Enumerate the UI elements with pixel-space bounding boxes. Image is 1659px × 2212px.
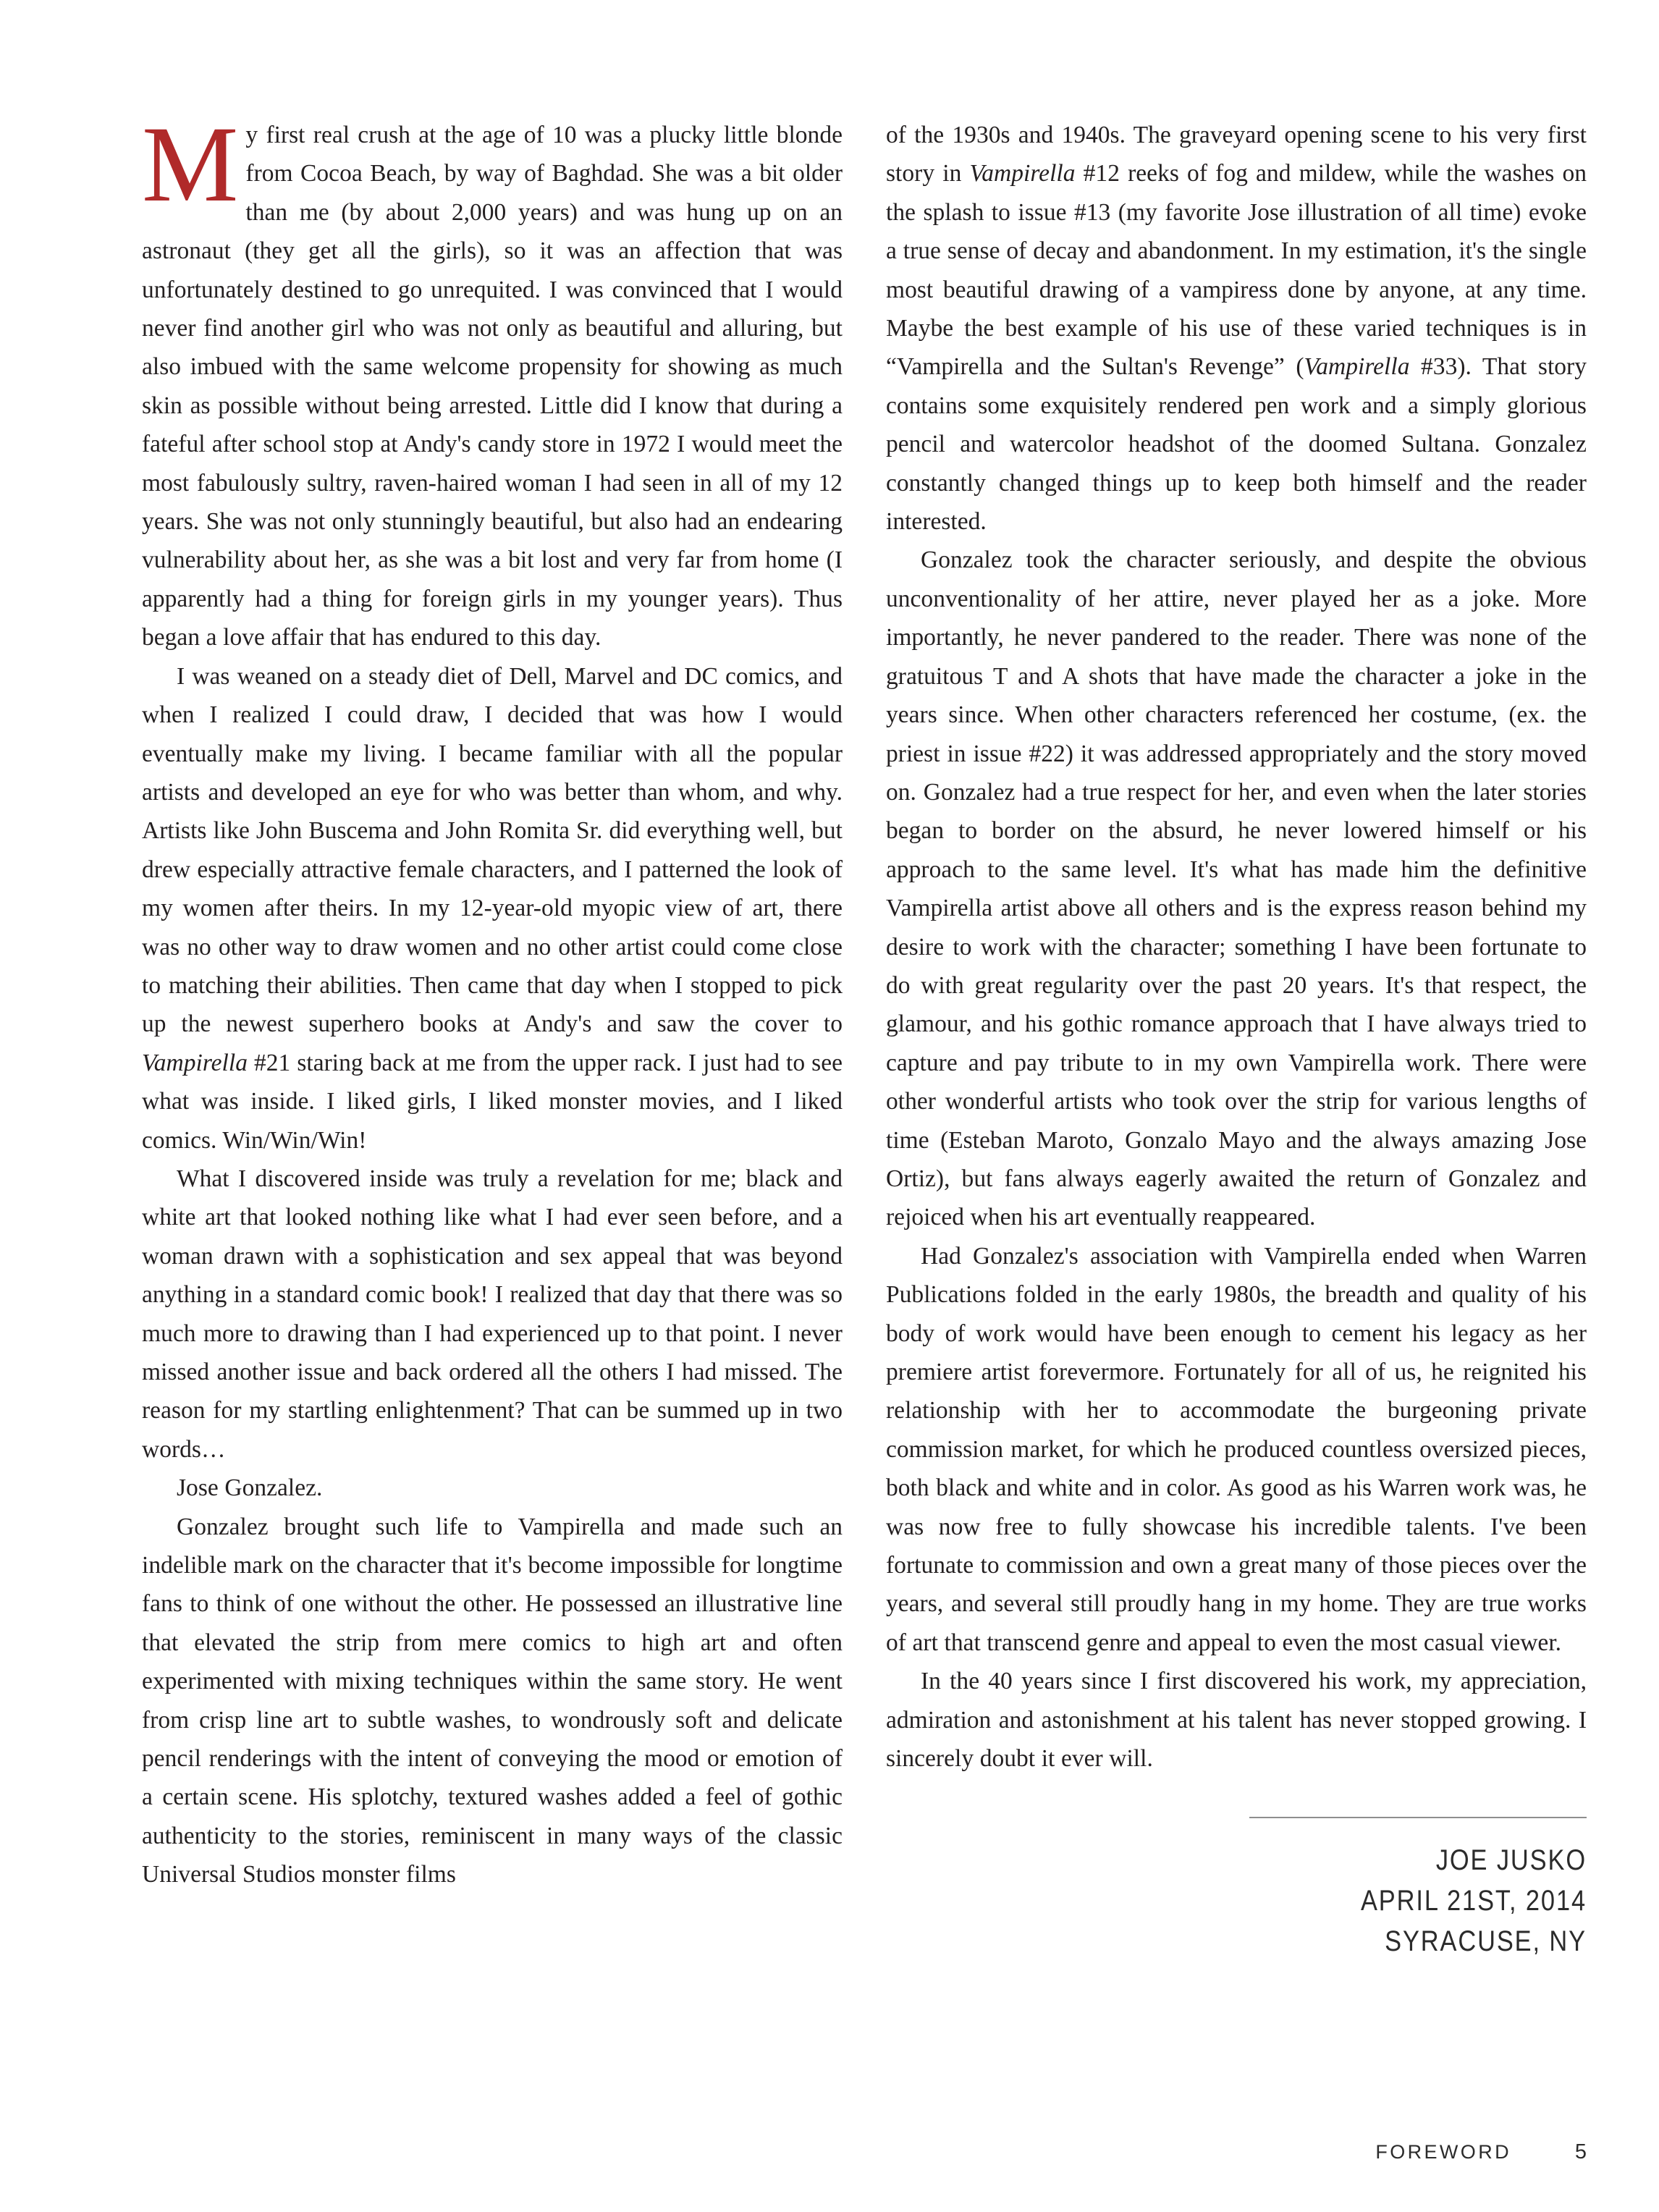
signature-divider-rule <box>1249 1817 1587 1818</box>
paragraph-text-part-2: #21 staring back at me from the upper rack. I just had to see what was inside. I liked girls, I liked monster movies, and I liked comics. Win/Win/Win! <box>142 1049 843 1154</box>
signature-date: APRIL 21ST, 2014 <box>1360 1885 1587 1917</box>
paragraph-forty-years: In the 40 years since I first discovered his work, my appreciation, admiration and astonishment at his talent has never stopped growing. I sincerely doubt it ever will. <box>886 1668 1587 1773</box>
paragraph-graveyard-continued <box>886 116 1587 541</box>
signature-location: SYRACUSE, NY <box>1385 1925 1587 1958</box>
paragraph-warren-publications: Had Gonzalez's association with Vampirella ended when Warren Publications folded in the early 1980s, the breadth and quality of his body of work would have been enough to cement his legacy as her premiere artist forevermore. Fortunately for all of us, he reignited his relationship with her to accommodate the burgeoning private commission market, for which he produced countless oversized pieces, both black and white and in color. As good as his Warren work was, he was now free to fully showcase his incredible talents. I've been fortunate to commission and own a great many of those pieces over the years, and several still proudly hang in my home. They are true works of art that transcend genre and appeal to even the most casual viewer. <box>886 1242 1587 1656</box>
column-left <box>142 104 843 1894</box>
column-right <box>886 116 1587 1962</box>
paragraph-text-seg-3: #33). That story contains some exquisitely rendered pen work and a simply glorious pencil and watercolor headshot of the doomed Sultana. Gonzalez constantly changed things up to keep both himself and the reader interested. <box>886 353 1587 536</box>
paragraph-weaned-on-comics <box>142 657 843 1160</box>
drop-cap-letter: M <box>142 104 239 224</box>
footer-section-label: FOREWORD <box>1375 2140 1511 2163</box>
page-footer <box>142 2135 1587 2169</box>
paragraph-text-seg-2: #12 reeks of fog and mildew, while the washes on the splash to issue #13 (my favorite Jose illustration of all time) evoke a true sense of decay and abandonment. In my estimation, it's the single most beautiful drawing of a vampiress done by anyone, at any time. Maybe the best example of his use of these varied techniques is in “Vampirella and the Sultan's Revenge” ( <box>886 160 1587 381</box>
title-vampirella-italic-33: Vampirella <box>1304 353 1410 381</box>
paragraph-took-character-seriously: Gonzalez took the character seriously, and despite the obvious unconventionality of her attire, never played her as a joke. More importantly, he never pandered to the reader. There was none of the gratuitous T and A shots that have made the character a joke in the years since. When other characters referenced her costume, (ex. the priest in issue #22) it was addressed appropriately and the story moved on. Gonzalez had a true respect for her, and even when the later stories began to border on the absurd, he never lowered himself or his approach to the same level. It's what has made him the definitive Vampirella artist above all others and is the express reason behind my desire to work with the character; something I have been fortunate to do with great regularity over the past 20 years. It's that respect, the glamour, and his gothic romance approach that I have always tried to capture and pay tribute to in my own Vampirella work. There were other wonderful artists who took over the strip for various lengths of time (Esteban Maroto, Gonzalo Mayo and the always amazing Jose Ortiz), but fans always eagerly awaited the return of Gonzalez and rejoiced when his art eventually reappeared. <box>886 546 1587 1231</box>
two-column-body <box>142 104 1587 1962</box>
title-vampirella-italic: Vampirella <box>142 1049 248 1076</box>
paragraph-text-seg-1: of the 1930s and 1940s. The graveyard opening scene to his very first story in <box>886 122 1587 187</box>
paragraph-gonzalez-life: Gonzalez brought such life to Vampirella and made such an indelible mark on the character that it's become impossible for longtime fans to think of one without the other. He possessed an illustrative line that elevated the strip from mere comics to high art and often experimented with mixing techniques within the same story. He went from crisp line art to subtle washes, to wondrously soft and delicate pencil renderings with the intent of conveying the mood or emotion of a certain scene. His splotchy, textured washes added a feel of gothic authenticity to the stories, reminiscent in many ways of the classic Universal Studios monster films <box>142 1513 843 1888</box>
paragraph-opening <box>142 104 843 657</box>
paragraph-revelation: What I discovered inside was truly a revelation for me; black and white art that looked nothing like what I had ever seen before, and a woman drawn with a sophistication and sex appeal that was beyond anything in a standard comic book! I realized that day that there was so much more to drawing than I had experienced up to that point. I never missed another issue and back ordered all the others I had missed. The reason for my startling enlightenment? That can be summed up in two words… <box>142 1165 843 1463</box>
paragraph-text-part-1: I was weaned on a steady diet of Dell, Marvel and DC comics, and when I realized I could draw, I decided that was how I would eventually make my living. I became familiar with all the popular artists and developed an eye for who was better than whom, and why. Artists like John Buscema and John Romita Sr. did everything well, but drew especially attractive female characters, and I patterned the look of my women after theirs. In my 12-year-old myopic view of art, there was no other way to draw women and no other artist could come close to matching their abilities. Then came that day when I stopped to pick up the newest superhero books at Andy's and saw the cover to <box>142 662 843 1038</box>
signature-author-name: JOE JUSKO <box>1435 1844 1587 1877</box>
paragraph-jose-gonzalez: Jose Gonzalez. <box>177 1474 323 1502</box>
title-vampirella-italic-12: Vampirella <box>969 160 1076 187</box>
paragraph-text: y first real crush at the age of 10 was a plucky little blonde from Cocoa Beach, by way of Baghdad. She was a bit older than me (by about 2,000 years) and was hung up on an astronaut (they get all the girls), so it was an affection that was unfortunately destined to go unrequited. I was convinced that I would never find another girl who was not only as beautiful and alluring, but also imbued with the same welcome propensity for showing as much skin as possible without being arrested. Little did I know that during a fateful after school stop at Andy's candy store in 1972 I would meet the most fabulously sultry, raven-haired woman I had seen in all of my 12 years. She was not only stunningly beautiful, but also had an endearing vulnerability about her, as she was a bit lost and very far from home (I apparently had a thing for foreign girls in my younger years). Thus began a love affair that has endured to this day. <box>142 122 843 651</box>
signature-block <box>886 1817 1587 1962</box>
footer-page-number: 5 <box>1574 2140 1587 2164</box>
